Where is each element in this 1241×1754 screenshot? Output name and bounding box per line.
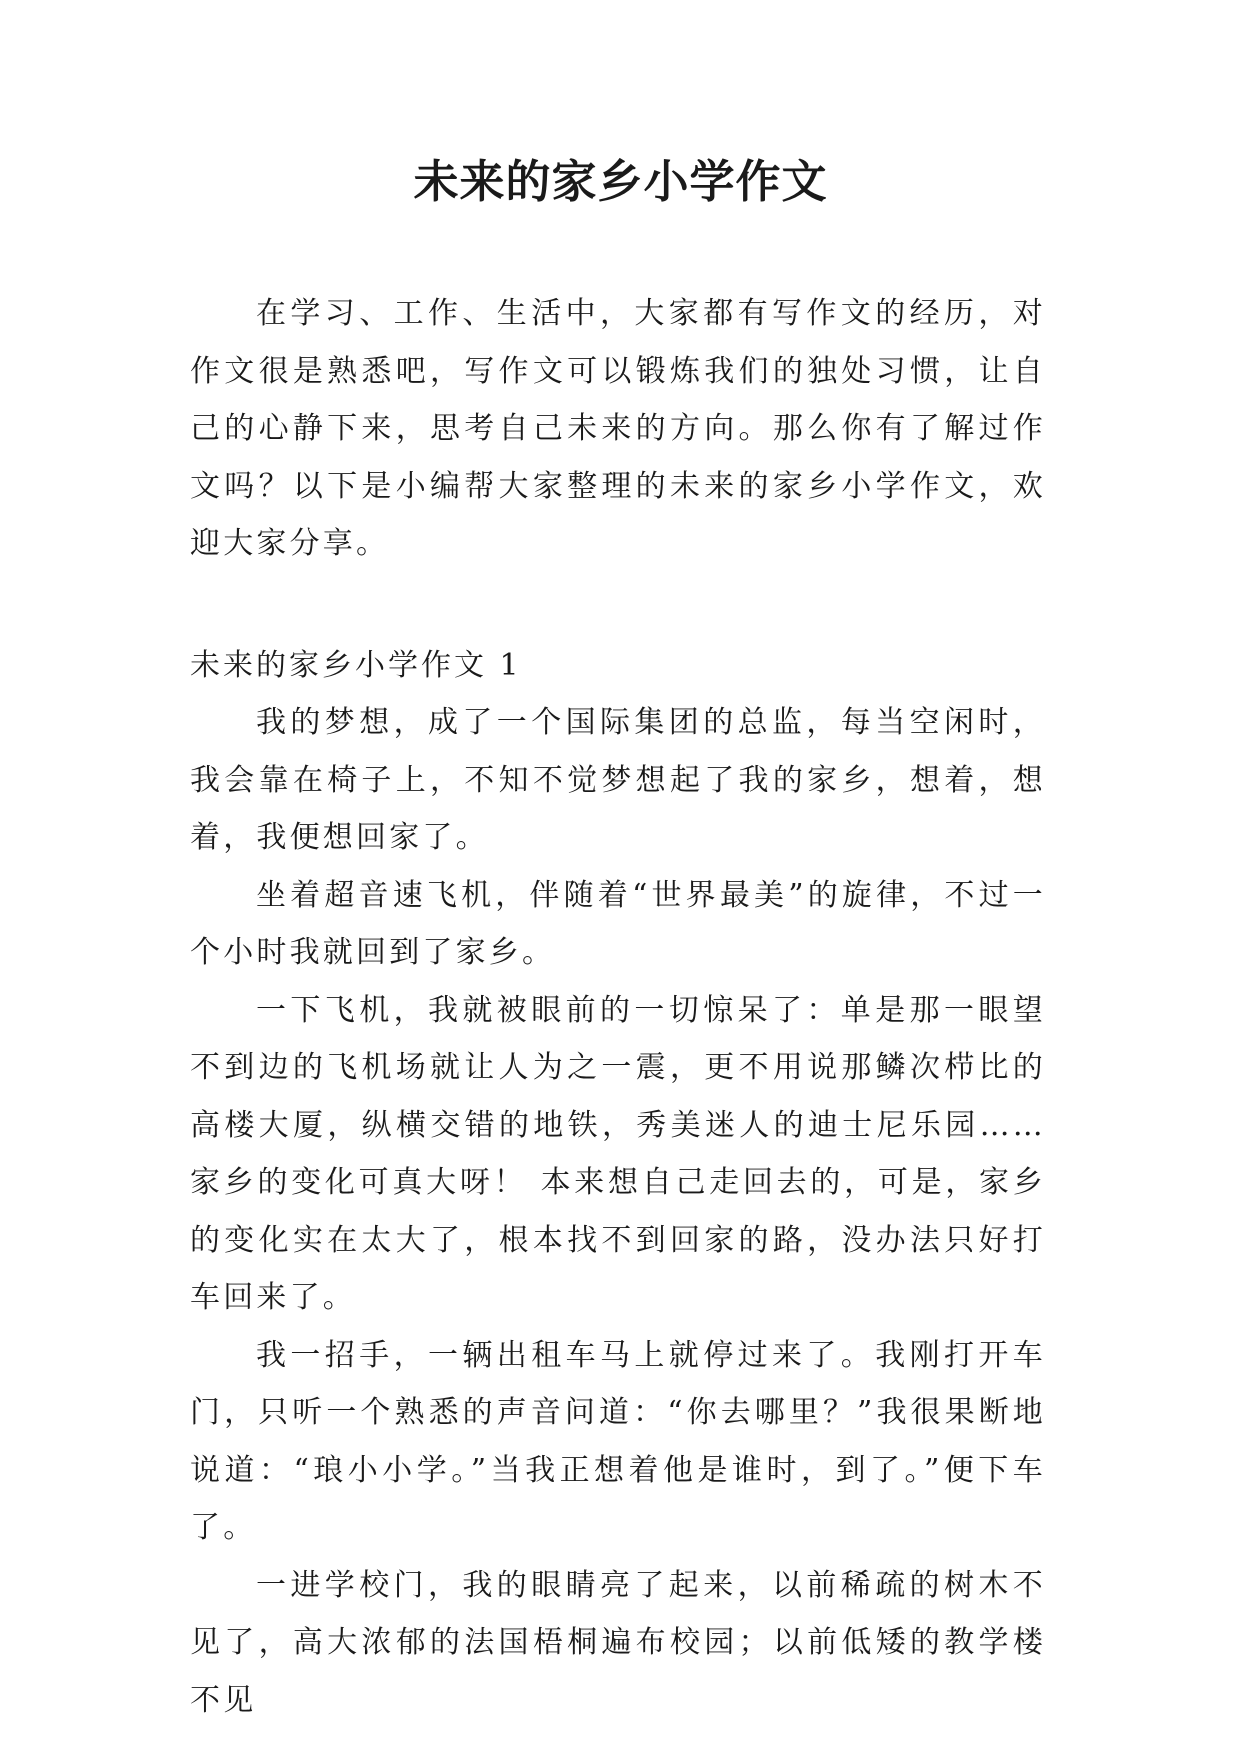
essay-paragraph: 一下飞机，我就被眼前的一切惊呆了：单是那一眼望不到边的飞机场就让人为之一震，更不用说那鳞次栉比的高楼大厦，纵横交错的地铁，秀美迷人的迪士尼乐园……家乡的变化可真大呀！ 本来想自己走回去的，可是，家乡的变化实在太大了，根本找不到回家的路，没办法只好打车回来了。 xyxy=(190,992,1046,1315)
section-heading: 未来的家乡小学作文 1 xyxy=(190,648,522,683)
essay-body xyxy=(190,694,1046,1729)
essay-paragraph: 我一招手，一辆出租车马上就停过来了。我刚打开车门，只听一个熟悉的声音问道：“你去哪里？”我很果断地说道：“琅小小学。”当我正想着他是谁时，到了。”便下车了。 xyxy=(190,1337,1046,1545)
essay-paragraph: 一进学校门，我的眼睛亮了起来，以前稀疏的树木不见了，高大浓郁的法国梧桐遍布校园；以前低矮的教学楼不见 xyxy=(190,1567,1046,1718)
intro-paragraph: 在学习、工作、生活中，大家都有写作文的经历，对作文很是熟悉吧，写作文可以锻炼我们的独处习惯，让自己的心静下来，思考自己未来的方向。那么你有了解过作文吗？以下是小编帮大家整理的未来的家乡小学作文，欢迎大家分享。 xyxy=(190,296,1046,561)
document-title: 未来的家乡小学作文 xyxy=(413,155,828,208)
essay-paragraph: 坐着超音速飞机，伴随着“世界最美”的旋律，不过一个小时我就回到了家乡。 xyxy=(190,877,1046,970)
essay-paragraph: 我的梦想，成了一个国际集团的总监，每当空闲时，我会靠在椅子上，不知不觉梦想起了我的家乡，想着，想着，我便想回家了。 xyxy=(190,705,1046,855)
